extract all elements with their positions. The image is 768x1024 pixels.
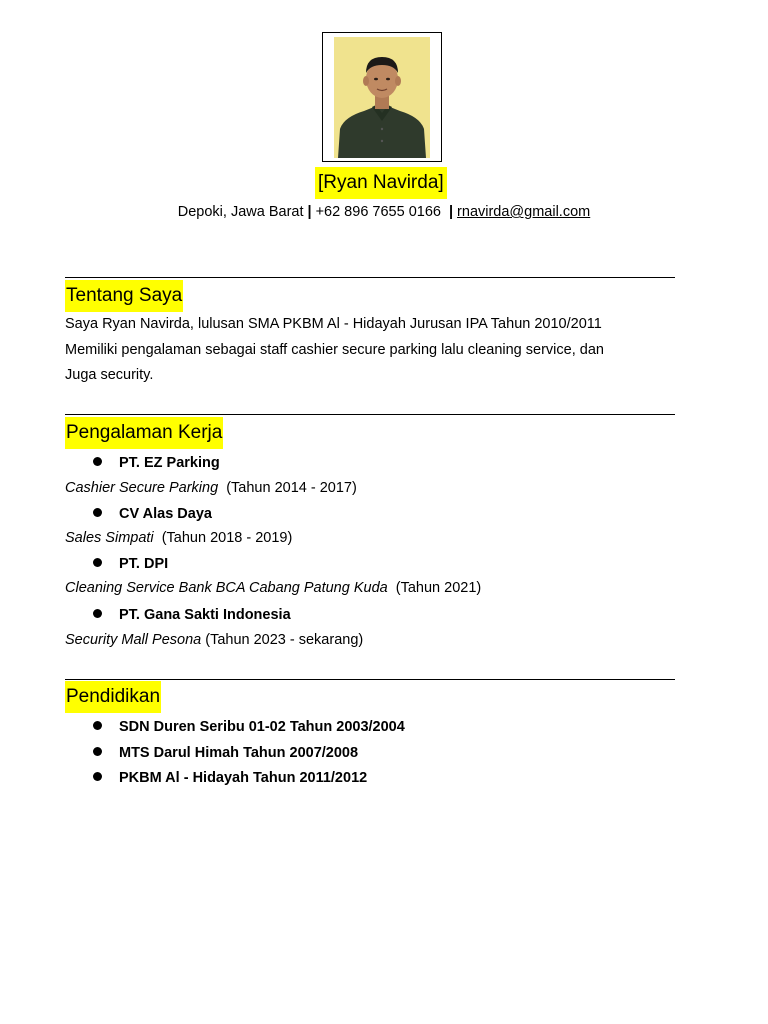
section-heading-about: Tentang Saya xyxy=(65,280,183,312)
section-heading-education: Pendidikan xyxy=(65,681,161,713)
education-item xyxy=(93,768,367,788)
bullet-icon xyxy=(93,747,102,756)
section-divider xyxy=(65,277,675,278)
section-divider xyxy=(65,679,675,680)
location-text: Depoki, Jawa Barat xyxy=(177,204,304,220)
profile-photo xyxy=(334,37,430,158)
about-line: Juga security. xyxy=(65,367,154,383)
experience-company xyxy=(93,554,168,574)
email-link[interactable]: rnavirda@gmail.com xyxy=(457,204,591,220)
bullet-icon xyxy=(93,508,102,517)
bullet-icon xyxy=(93,457,102,466)
role-period: (Tahun 2018 - 2019) xyxy=(161,530,293,546)
contact-line xyxy=(0,204,768,220)
about-line: Memiliki pengalaman sebagai staff cashier secure parking lalu cleaning service, dan xyxy=(65,341,604,358)
bullet-icon xyxy=(93,609,102,618)
contact-separator: | xyxy=(307,204,312,220)
profile-photo-frame xyxy=(322,32,442,162)
company-name: CV Alas Daya xyxy=(119,506,212,522)
bullet-icon xyxy=(93,558,102,567)
role-period: (Tahun 2021) xyxy=(395,580,482,596)
company-name: PT. EZ Parking xyxy=(119,455,220,471)
section-heading-experience: Pengalaman Kerja xyxy=(65,417,223,449)
about-paragraph xyxy=(65,312,685,389)
section-divider xyxy=(65,414,675,415)
company-name: PT. Gana Sakti Indonesia xyxy=(119,607,291,623)
role-title: Security Mall Pesona xyxy=(65,632,202,648)
education-text: PKBM Al - Hidayah Tahun 2011/2012 xyxy=(119,770,368,786)
experience-role xyxy=(65,630,363,650)
role-title: Cashier Secure Parking xyxy=(65,480,219,496)
education-item xyxy=(93,717,405,737)
phone-text: +62 896 7655 0166 xyxy=(315,204,441,220)
role-title: Sales Simpati xyxy=(65,530,154,546)
contact-separator: | xyxy=(448,204,454,220)
role-period: (Tahun 2014 - 2017) xyxy=(226,480,357,496)
education-text: MTS Darul Himah Tahun 2007/2008 xyxy=(119,745,359,761)
role-title: Cleaning Service Bank BCA Cabang Patung Kuda xyxy=(65,580,388,596)
candidate-name: [Ryan Navirda] xyxy=(315,167,447,199)
bullet-icon xyxy=(93,721,102,730)
person-portrait-icon xyxy=(334,37,430,158)
education-text: SDN Duren Seribu 01-02 Tahun 2003/2004 xyxy=(119,719,405,735)
experience-role xyxy=(65,578,481,598)
education-item xyxy=(93,743,358,763)
bullet-icon xyxy=(93,772,102,781)
experience-company xyxy=(93,605,291,625)
company-name: PT. DPI xyxy=(119,556,169,572)
experience-company xyxy=(93,504,212,524)
experience-company xyxy=(93,453,220,473)
experience-role xyxy=(65,528,292,548)
role-period: (Tahun 2023 - sekarang) xyxy=(205,632,364,648)
about-line: Saya Ryan Navirda, lulusan SMA PKBM Al - Hidayah Jurusan IPA Tahun 2010/2011 xyxy=(65,316,602,332)
experience-role xyxy=(65,478,357,498)
